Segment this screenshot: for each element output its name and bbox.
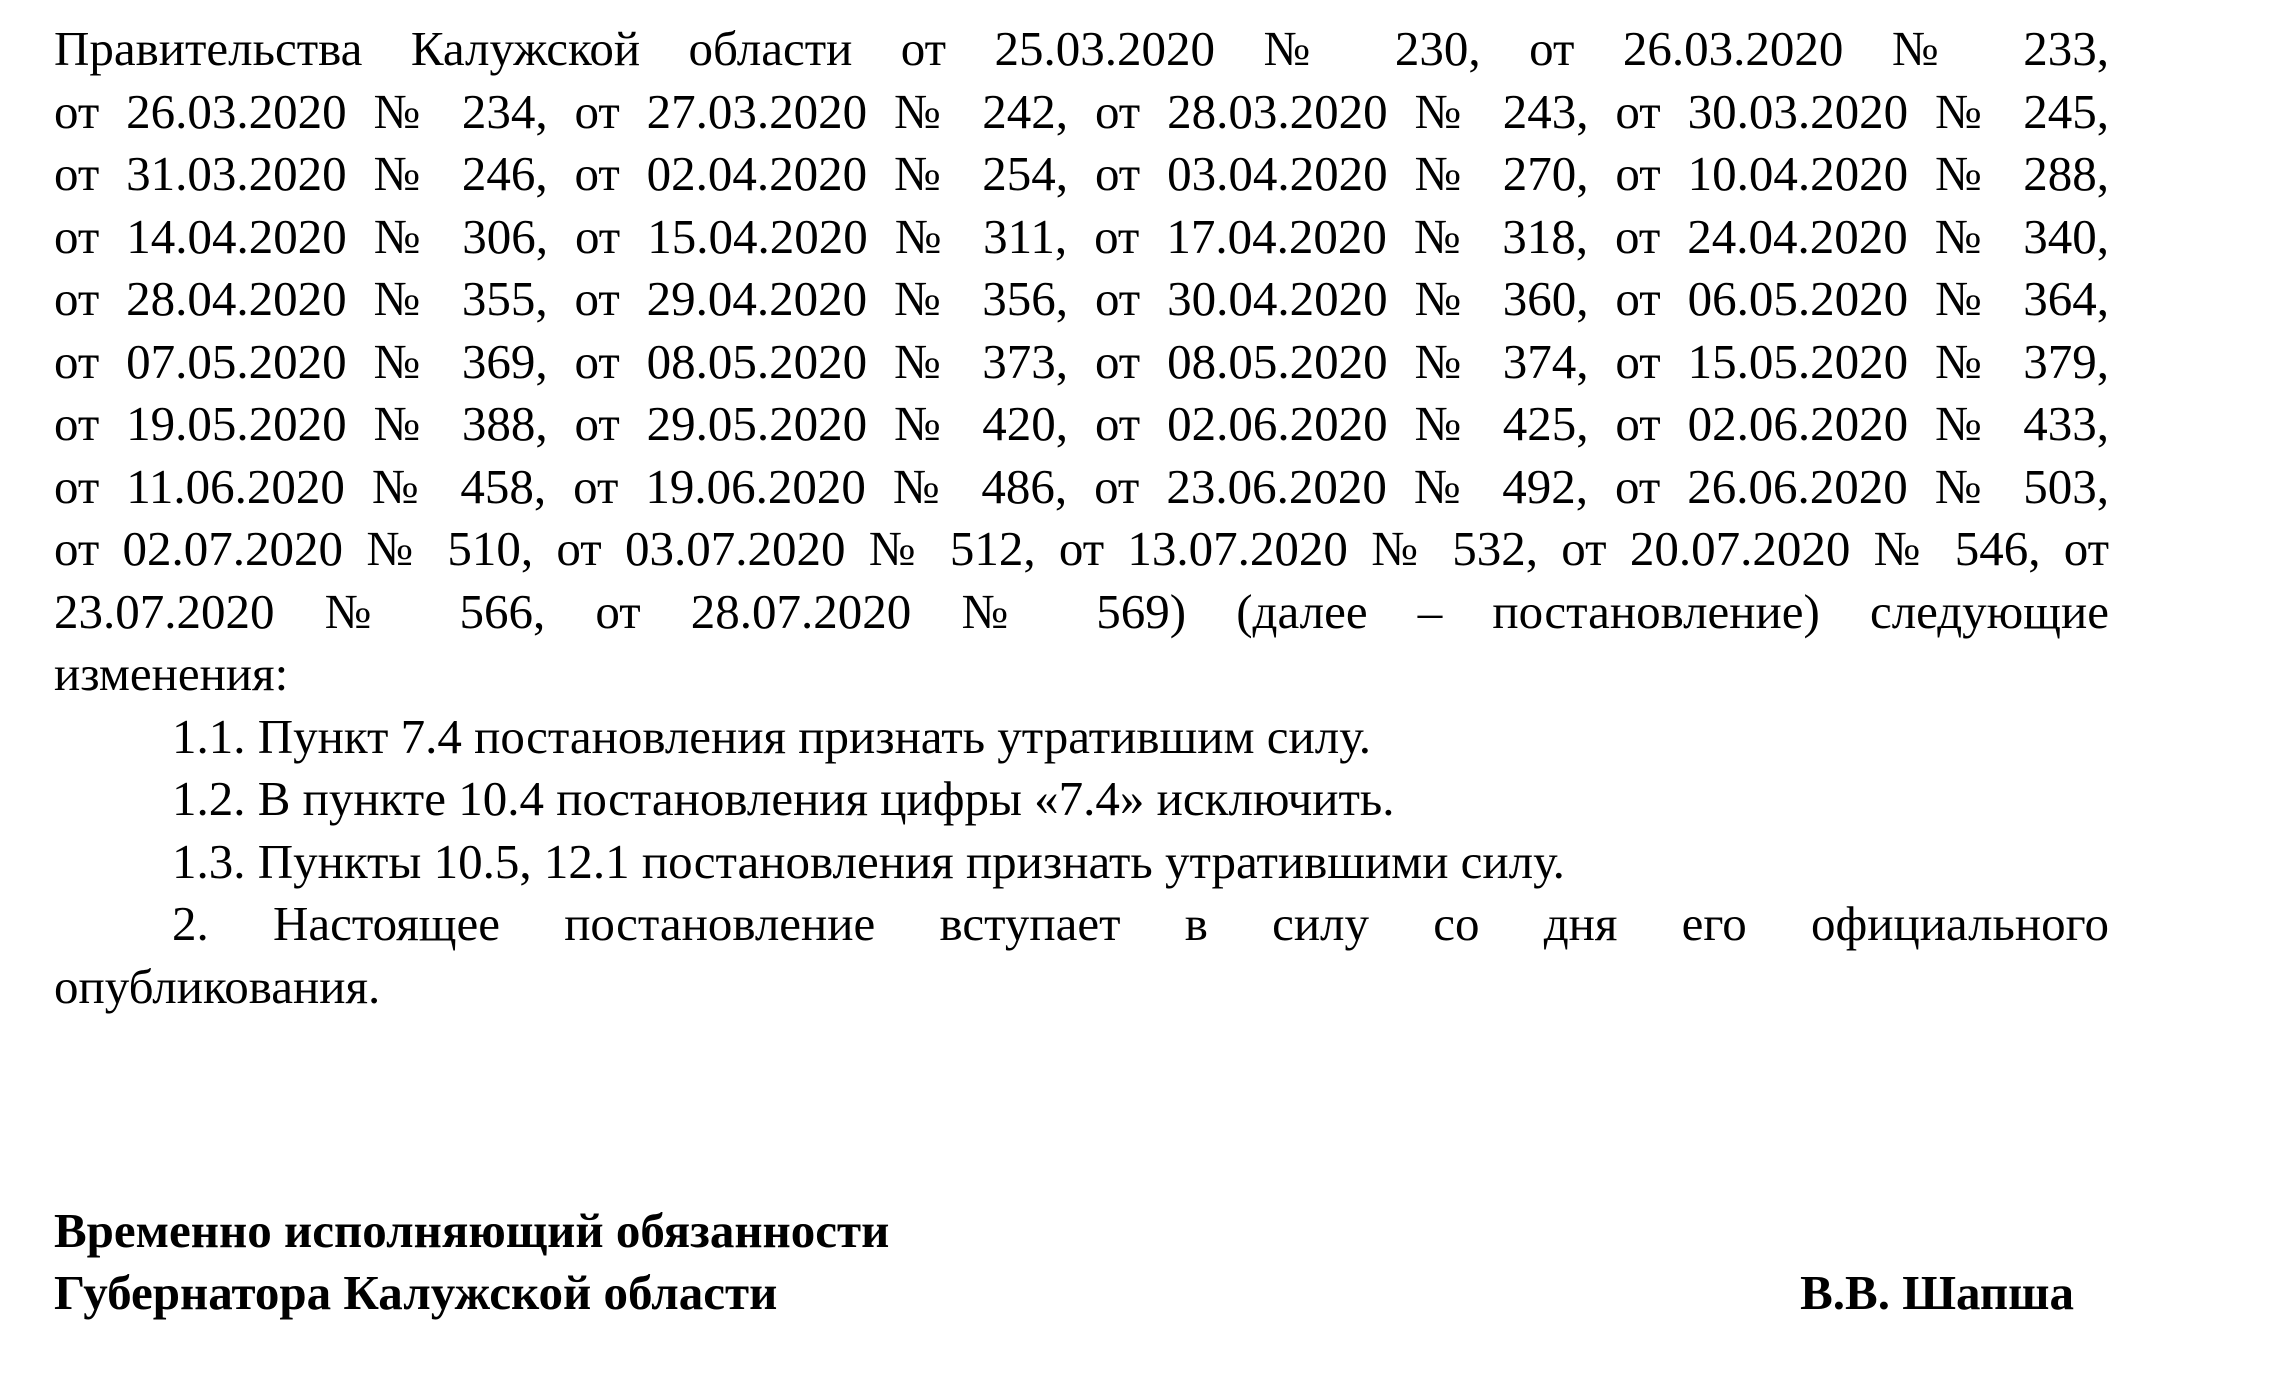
text-line: Правительства Калужской области от 25.03.2020 № 230, от 26.03.2020 № 233, [54, 21, 2109, 76]
signature-title-line-1: Временно исполняющий обязанности [54, 1203, 890, 1258]
text-line: от 19.05.2020 № 388, от 29.05.2020 № 420, от 02.06.2020 № 425, от 02.06.2020 № 433, [54, 396, 2109, 451]
signature-name-row [54, 1262, 2074, 1324]
text-line: 23.07.2020 № 566, от 28.07.2020 № 569) (далее – постановление) следующие [54, 583, 2109, 639]
signature-title-row [54, 1200, 2074, 1262]
text-line: от 14.04.2020 № 306, от 15.04.2020 № 311, от 17.04.2020 № 318, от 24.04.2020 № 340, [54, 208, 2109, 264]
list-item: 1.1. Пункт 7.4 постановления признать утратившим силу. [172, 708, 1372, 764]
final-paragraph-line: опубликования. [54, 958, 381, 1014]
document-body [54, 18, 2109, 1018]
final-paragraph-line: 2. Настоящее постановление вступает в силу со дня его официального [172, 896, 2109, 951]
signature-title-line-2: Губернатора Калужской области [54, 1265, 778, 1320]
signature-block [54, 1200, 2074, 1324]
text-line: от 31.03.2020 № 246, от 02.04.2020 № 254, от 03.04.2020 № 270, от 10.04.2020 № 288, [54, 146, 2109, 201]
text-line: от 11.06.2020 № 458, от 19.06.2020 № 486, от 23.06.2020 № 492, от 26.06.2020 № 503, [54, 458, 2109, 514]
text-line: от 28.04.2020 № 355, от 29.04.2020 № 356, от 30.04.2020 № 360, от 06.05.2020 № 364, [54, 271, 2109, 326]
text-line: от 26.03.2020 № 234, от 27.03.2020 № 242, от 28.03.2020 № 243, от 30.03.2020 № 245, [54, 83, 2109, 139]
list-item: 1.2. В пункте 10.4 постановления цифры «7.4» исключить. [172, 771, 1395, 826]
list-item: 1.3. Пункты 10.5, 12.1 постановления признать утратившими силу. [172, 833, 1565, 889]
signatory-name: В.В. Шапша [1800, 1265, 2074, 1320]
text-line: от 02.07.2020 № 510, от 03.07.2020 № 512, от 13.07.2020 № 532, от 20.07.2020 № 546, от [54, 521, 2109, 576]
text-line: от 07.05.2020 № 369, от 08.05.2020 № 373, от 08.05.2020 № 374, от 15.05.2020 № 379, [54, 333, 2109, 389]
text-line: изменения: [54, 646, 289, 701]
